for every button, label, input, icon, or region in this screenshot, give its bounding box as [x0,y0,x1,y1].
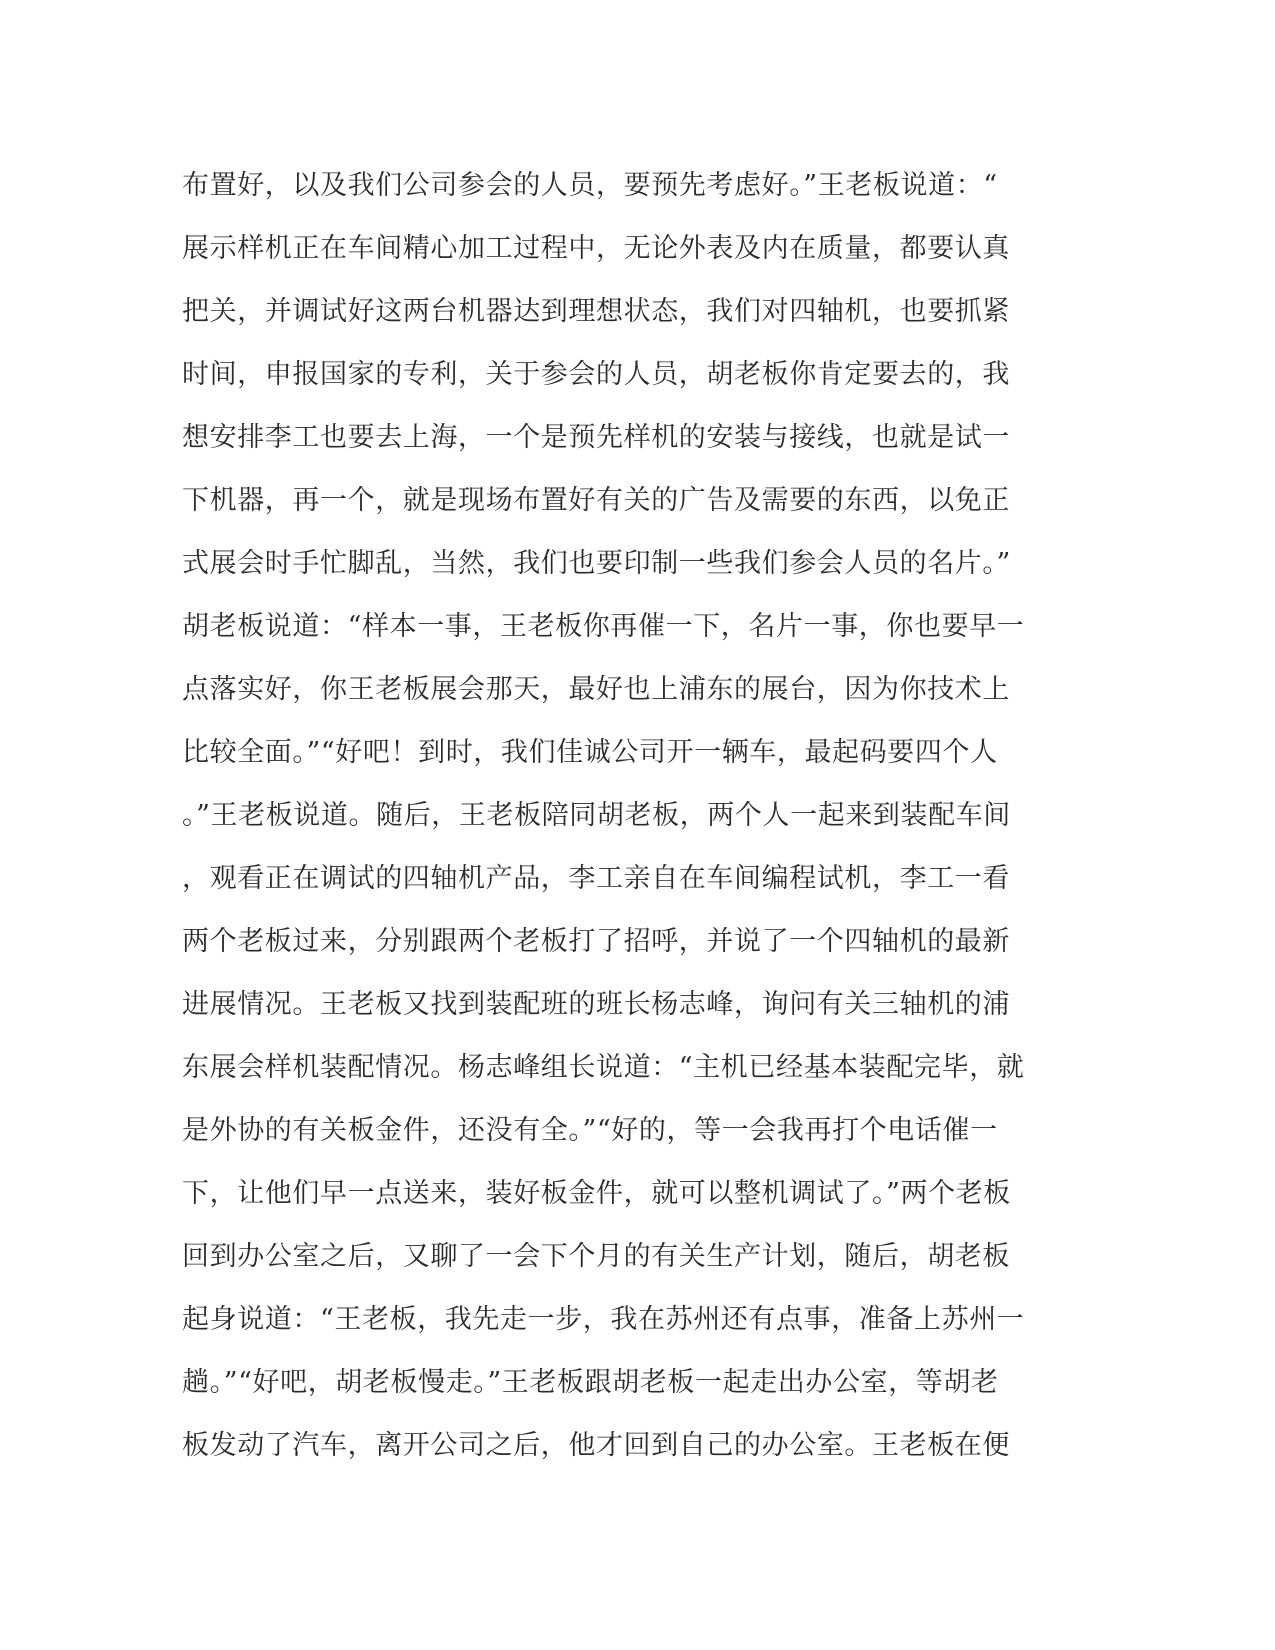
body-text [182,160,1042,1483]
text-line: ，观看正在调试的四轴机产品，李工亲自在车间编程试机，李工一看 [182,863,1010,894]
text-line: 布置好，以及我们公司参会的人员，要预先考虑好。”王老板说道：“ [182,170,998,201]
text-line: 想安排李工也要去上海，一个是预先样机的安装与接线，也就是试一 [182,422,1010,453]
text-line: 。”王老板说道。随后，王老板陪同胡老板，两个人一起来到装配车间 [182,800,1011,831]
text-line: 胡老板说道：“样本一事，王老板你再催一下，名片一事，你也要早一 [182,611,1025,642]
text-line: 比较全面。”“好吧！到时，我们佳诚公司开一辆车，最起码要四个人 [182,737,998,768]
text-line: 进展情况。王老板又找到装配班的班长杨志峰，询问有关三轴机的浦 [182,989,1010,1020]
text-line: 时间，申报国家的专利，关于参会的人员，胡老板你肯定要去的，我 [182,359,1010,390]
text-line: 式展会时手忙脚乱，当然，我们也要印制一些我们参会人员的名片。” [182,548,1011,579]
text-line: 下机器，再一个，就是现场布置好有关的广告及需要的东西，以免正 [182,485,1010,516]
text-line: 回到办公室之后，又聊了一会下个月的有关生产计划，随后，胡老板 [182,1241,1010,1272]
text-line: 把关，并调试好这两台机器达到理想状态，我们对四轴机，也要抓紧 [182,296,1010,327]
text-line: 展示样机正在车间精心加工过程中，无论外表及内在质量，都要认真 [182,233,1010,264]
text-line: 点落实好，你王老板展会那天，最好也上浦东的展台，因为你技术上 [182,674,1010,705]
text-line: 下，让他们早一点送来，装好板金件，就可以整机调试了。”两个老板 [182,1178,1011,1209]
text-line: 趟。”“好吧，胡老板慢走。”王老板跟胡老板一起走出办公室，等胡老 [182,1367,999,1398]
text-line: 是外协的有关板金件，还没有全。”“好的，等一会我再打个电话催一 [182,1115,998,1146]
text-line: 起身说道：“王老板，我先走一步，我在苏州还有点事，准备上苏州一 [182,1304,1025,1335]
text-line: 板发动了汽车，离开公司之后，他才回到自己的办公室。王老板在便 [182,1430,1010,1461]
text-line: 两个老板过来，分别跟两个老板打了招呼，并说了一个四轴机的最新 [182,926,1010,957]
text-line: 东展会样机装配情况。杨志峰组长说道：“主机已经基本装配完毕，就 [182,1052,1025,1083]
